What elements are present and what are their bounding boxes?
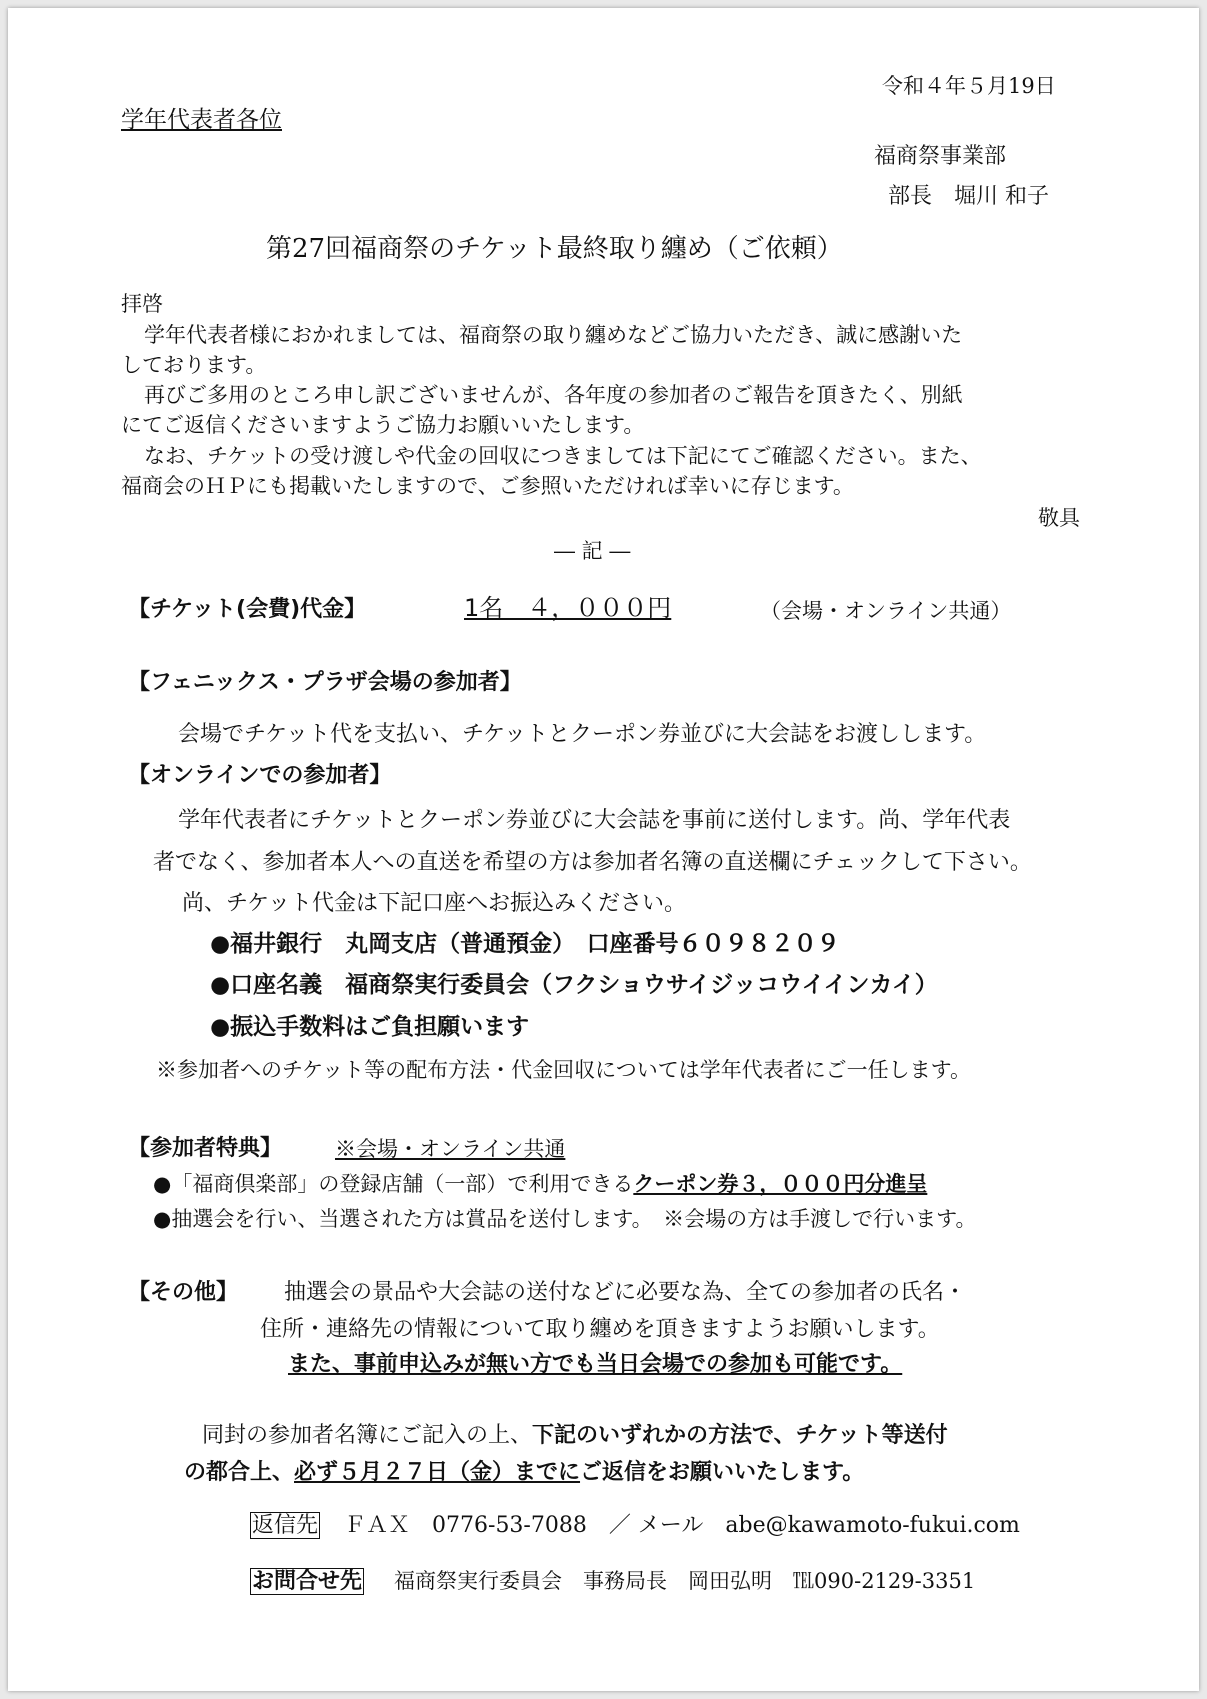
inquiry-text: 福商祭実行委員会 事務局長 岡田弘明 ℡090-2129-3351: [394, 1569, 976, 1593]
addressee: 学年代表者各位: [121, 107, 282, 133]
ticket-note: （会場・オンライン共通）: [760, 599, 1012, 623]
date: 令和４年５月19日: [882, 74, 1056, 98]
page-title: 第27回福商祭のチケット最終取り纏め（ご依頼）: [266, 234, 843, 264]
online-line: 尚、チケット代金は下記口座へお振込みください。: [182, 891, 687, 916]
body-line: しております。: [121, 353, 267, 377]
sender-dept: 福商祭事業部: [874, 144, 1007, 169]
deadline: 必ず５月２７日（金）までに: [294, 1460, 581, 1485]
other-heading: 【その他】: [128, 1280, 239, 1305]
reply-method: 下記のいずれかの方法で、チケット等送付: [532, 1423, 948, 1448]
other-line: 抽選会の景品や大会誌の送付などに必要な為、全ての参加者の氏名・: [284, 1280, 967, 1305]
body-line: にてご返信くださいますようご協力お願いいたします。: [121, 413, 645, 437]
distribution-note: ※参加者へのチケット等の配布方法・代金回収については学年代表者にご一任します。: [156, 1058, 972, 1082]
ticket-price: 1名 ４，０００円: [464, 594, 672, 622]
online-line: 者でなく、参加者本人への直送を希望の方は参加者名簿の直送欄にチェックして下さい。: [153, 850, 1032, 875]
reply-label: 返信先: [252, 1513, 319, 1538]
benefits-heading: 【参加者特典】: [128, 1136, 283, 1161]
ki-marker: ― 記 ―: [554, 539, 631, 563]
benefit-item: ●抽選会を行い、当選された方は賞品を送付します。 ※会場の方は手渡しで行います。: [153, 1207, 977, 1231]
reply-line: [202, 1423, 948, 1449]
reply-contact-text: ＦＡＸ 0776-53-7088 ／ メール abe@kawamoto-fukui.com: [344, 1513, 1020, 1538]
online-heading: 【オンラインでの参加者】: [128, 763, 392, 788]
reply-contact: [250, 1513, 1020, 1539]
body-line: 再びご多用のところ申し訳ございませんが、各年度の参加者のご報告を頂きたく、別紙: [144, 383, 963, 407]
venue-text: 会場でチケット代を支払い、チケットとクーポン券並びに大会誌をお渡しします。: [178, 722, 987, 747]
body-line: 学年代表者様におかれましては、福商祭の取り纏めなどご協力いただき、誠に感謝いた: [144, 323, 963, 347]
reply-text: 同封の参加者名簿にご記入の上、: [202, 1423, 533, 1448]
bank-info: ●福井銀行 丸岡支店（普通預金） 口座番号６０９８２０９: [210, 931, 840, 957]
greeting: 拝啓: [121, 292, 163, 316]
reply-text: ご返信をお願いいたします。: [580, 1460, 865, 1485]
closing: 敬具: [1038, 506, 1080, 530]
body-line: 福商会のＨＰにも掲載いたしますので、ご参照いただければ幸いに存じます。: [121, 474, 854, 498]
reply-text: の都合上、: [184, 1460, 295, 1485]
same-day-note: また、事前申込みが無い方でも当日会場での参加も可能です。: [288, 1352, 903, 1377]
benefit-item-prefix: ●「福商倶楽部」の登録店舗（一部）で利用できる: [153, 1172, 634, 1196]
body-line: なお、チケットの受け渡しや代金の回収につきましては下記にてご確認ください。また、: [144, 444, 982, 468]
benefits-common: ※会場・オンライン共通: [335, 1137, 566, 1161]
ticket-label: 【チケット(会費)代金】: [128, 597, 367, 622]
account-name: ●口座名義 福商祭実行委員会（フクショウサイジッコウイインカイ）: [210, 972, 938, 998]
transfer-fee: ●振込手数料はご負担願います: [210, 1014, 530, 1040]
inquiry-label: お問合せ先: [252, 1569, 363, 1594]
reply-line: [184, 1460, 864, 1486]
benefit-item: [153, 1172, 927, 1197]
sender-name: 部長 堀川 和子: [888, 184, 1049, 209]
venue-heading: 【フェニックス・プラザ会場の参加者】: [128, 670, 522, 695]
other-line: 住所・連絡先の情報について取り纏めを頂きますようお願いします。: [260, 1317, 940, 1342]
inquiry-contact: [250, 1569, 975, 1595]
document-page: [8, 8, 1199, 1691]
online-line: 学年代表者にチケットとクーポン券並びに大会誌を事前に送付します。尚、学年代表: [178, 808, 1011, 833]
coupon-emphasis: クーポン券３，０００円分進呈: [633, 1172, 928, 1196]
